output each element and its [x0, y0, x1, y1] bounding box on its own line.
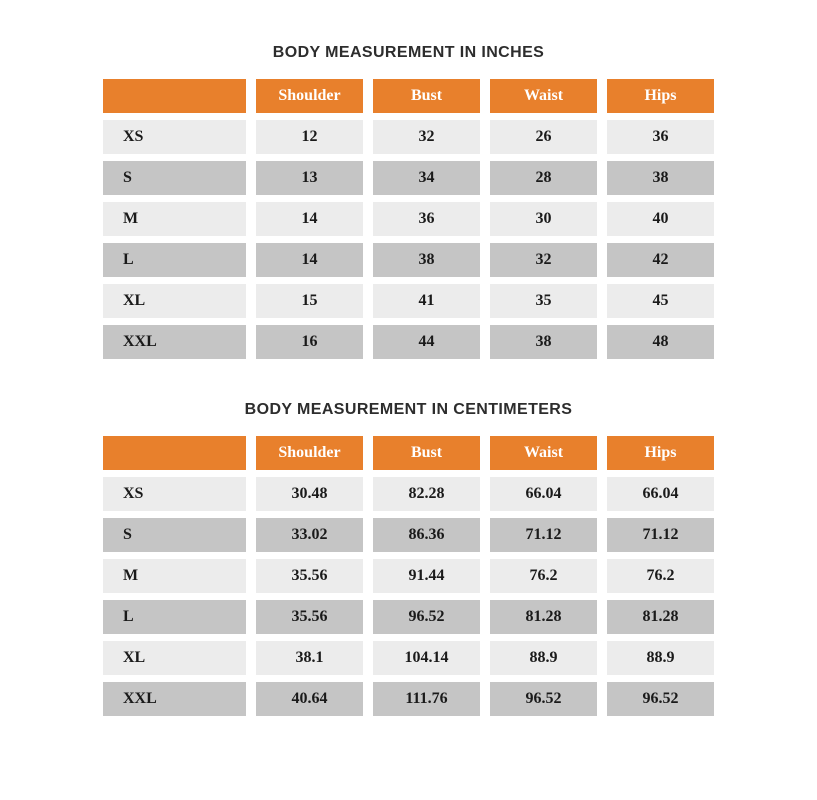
header-cell-waist: Waist [490, 79, 597, 113]
header-cell-shoulder: Shoulder [256, 79, 363, 113]
value-cell-shoulder: 33.02 [256, 518, 363, 552]
value-cell-shoulder: 40.64 [256, 682, 363, 716]
value-cell-waist: 88.9 [490, 641, 597, 675]
centimeters-table [103, 436, 714, 716]
value-cell-bust: 41 [373, 284, 480, 318]
header-cell-hips: Hips [607, 79, 714, 113]
value-cell-shoulder: 13 [256, 161, 363, 195]
value-cell-hips: 42 [607, 243, 714, 277]
value-cell-bust: 82.28 [373, 477, 480, 511]
size-label-cell: XL [103, 641, 246, 675]
value-cell-hips: 66.04 [607, 477, 714, 511]
value-cell-waist: 71.12 [490, 518, 597, 552]
value-cell-waist: 96.52 [490, 682, 597, 716]
size-label-cell: M [103, 559, 246, 593]
value-cell-hips: 71.12 [607, 518, 714, 552]
value-cell-shoulder: 14 [256, 202, 363, 236]
value-cell-hips: 48 [607, 325, 714, 359]
value-cell-hips: 38 [607, 161, 714, 195]
size-label-cell: XXL [103, 325, 246, 359]
value-cell-waist: 26 [490, 120, 597, 154]
value-cell-shoulder: 38.1 [256, 641, 363, 675]
size-label-cell: M [103, 202, 246, 236]
size-label-cell: S [103, 161, 246, 195]
inches-table-title: BODY MEASUREMENT IN INCHES [272, 44, 545, 61]
value-cell-bust: 44 [373, 325, 480, 359]
size-label-cell: XS [103, 120, 246, 154]
value-cell-hips: 40 [607, 202, 714, 236]
header-cell-bust: Bust [373, 79, 480, 113]
centimeters-table-title: BODY MEASUREMENT IN CENTIMETERS [244, 401, 573, 418]
value-cell-bust: 96.52 [373, 600, 480, 634]
header-cell-hips: Hips [607, 436, 714, 470]
value-cell-hips: 96.52 [607, 682, 714, 716]
size-label-cell: XL [103, 284, 246, 318]
value-cell-bust: 104.14 [373, 641, 480, 675]
centimeters-table-section [103, 401, 714, 716]
inches-table [103, 79, 714, 359]
size-label-cell: XXL [103, 682, 246, 716]
value-cell-waist: 35 [490, 284, 597, 318]
size-label-cell: L [103, 243, 246, 277]
value-cell-shoulder: 35.56 [256, 600, 363, 634]
value-cell-hips: 36 [607, 120, 714, 154]
value-cell-bust: 111.76 [373, 682, 480, 716]
value-cell-waist: 81.28 [490, 600, 597, 634]
value-cell-hips: 45 [607, 284, 714, 318]
value-cell-shoulder: 14 [256, 243, 363, 277]
value-cell-shoulder: 12 [256, 120, 363, 154]
value-cell-waist: 28 [490, 161, 597, 195]
value-cell-bust: 91.44 [373, 559, 480, 593]
value-cell-hips: 76.2 [607, 559, 714, 593]
value-cell-shoulder: 30.48 [256, 477, 363, 511]
size-label-cell: XS [103, 477, 246, 511]
value-cell-waist: 38 [490, 325, 597, 359]
value-cell-bust: 32 [373, 120, 480, 154]
value-cell-waist: 66.04 [490, 477, 597, 511]
value-cell-shoulder: 16 [256, 325, 363, 359]
header-cell-shoulder: Shoulder [256, 436, 363, 470]
value-cell-bust: 36 [373, 202, 480, 236]
value-cell-bust: 34 [373, 161, 480, 195]
value-cell-hips: 81.28 [607, 600, 714, 634]
value-cell-hips: 88.9 [607, 641, 714, 675]
value-cell-bust: 86.36 [373, 518, 480, 552]
header-cell-waist: Waist [490, 436, 597, 470]
value-cell-shoulder: 15 [256, 284, 363, 318]
value-cell-waist: 76.2 [490, 559, 597, 593]
inches-table-section [103, 44, 714, 359]
value-cell-shoulder: 35.56 [256, 559, 363, 593]
header-cell-bust: Bust [373, 436, 480, 470]
value-cell-bust: 38 [373, 243, 480, 277]
header-cell-empty [103, 79, 246, 113]
size-label-cell: S [103, 518, 246, 552]
size-label-cell: L [103, 600, 246, 634]
value-cell-waist: 30 [490, 202, 597, 236]
header-cell-empty [103, 436, 246, 470]
value-cell-waist: 32 [490, 243, 597, 277]
